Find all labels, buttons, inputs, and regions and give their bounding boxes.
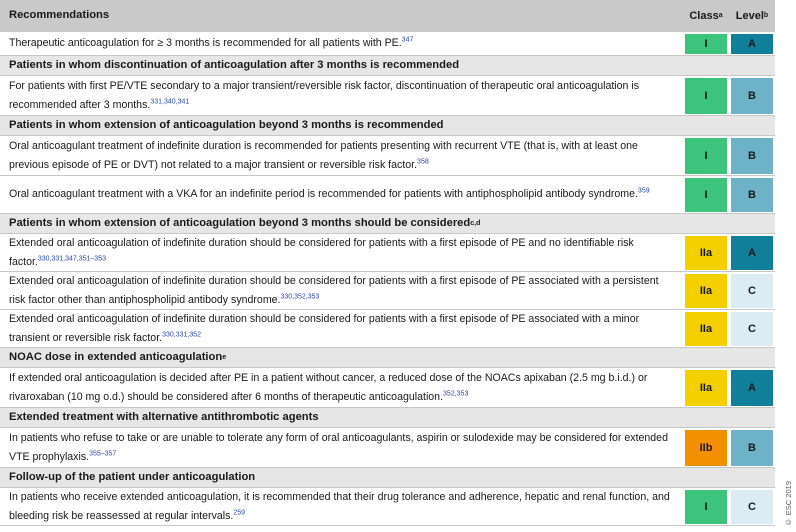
level-badge: B	[731, 430, 773, 466]
reference-link[interactable]: 355–357	[89, 449, 117, 457]
recommendation-text: Extended oral anticoagulation of indefinite duration should be considered for patients with a first episode of PE associated with a minor transient or reversible risk factor.$^{330,331,352}$	[0, 310, 683, 347]
recommendation-text: For patients with first PE/VTE secondary to a major transient/reversible risk factor, discontinuation of therapeutic oral anticoagulation is recommended after 3 months.$^{331,340,341}$	[0, 76, 683, 115]
reference-link[interactable]: 347	[401, 36, 414, 44]
header-title: Recommendations	[9, 9, 110, 21]
class-badge: I	[685, 490, 727, 524]
section-header	[0, 468, 775, 488]
table-header	[0, 0, 775, 32]
recommendation-row	[0, 136, 775, 176]
recommendation-text: Therapeutic anticoagulation for ≥ 3 months is recommended for all patients with PE.$^{347}$	[0, 32, 683, 55]
recommendation-row	[0, 310, 775, 348]
class-badge: I	[685, 178, 727, 212]
recommendation-row	[0, 234, 775, 272]
reference-link[interactable]: 359	[637, 187, 650, 195]
class-badge: I	[685, 34, 727, 54]
class-badge: IIb	[685, 430, 727, 466]
reference-link[interactable]: 330,331,347,351–353	[37, 254, 106, 262]
reference-link[interactable]: 358	[417, 157, 429, 165]
section-title: NOAC dose in extended anticoagulation e	[9, 351, 227, 363]
level-badge: B	[731, 178, 773, 212]
class-badge: IIa	[685, 236, 727, 270]
class-badge: IIa	[685, 274, 727, 308]
reference-link[interactable]: 259	[233, 508, 246, 516]
recommendation-text: Extended oral anticoagulation of indefinite duration should be considered for patients with a first episode of PE and no identifiable risk factor.$^{330,331,347,351-353}$	[0, 234, 683, 271]
level-badge: A	[731, 34, 773, 54]
level-badge: B	[731, 138, 773, 174]
level-badge: C	[731, 274, 773, 308]
recommendation-text: Extended oral anticoagulation of indefinite duration should be considered for patients with a first episode of PE associated with a persistent risk factor other than antiphospholipid antibody syndrome.$^{330,352,353}$	[0, 272, 683, 309]
recommendation-row	[0, 368, 775, 408]
recommendation-row	[0, 428, 775, 468]
copyright-watermark: © ESC 2019	[784, 480, 793, 526]
level-badge: C	[731, 490, 773, 524]
recommendation-row	[0, 272, 775, 310]
recommendation-text: Oral anticoagulant treatment of indefinite duration is recommended for patients presenting with recurrent VTE (that is, with at least one previous episode of PE or DVT) not related to a major transient or reversible risk factor.$^{358}$	[0, 136, 683, 175]
class-badge: IIa	[685, 312, 727, 346]
reference-link[interactable]: 330,331,352	[162, 330, 202, 338]
level-badge: C	[731, 312, 773, 346]
section-title: Patients in whom extension of anticoagulation beyond 3 months should be considered c,d	[9, 217, 481, 229]
section-header	[0, 56, 775, 76]
recommendation-row	[0, 176, 775, 214]
section-header	[0, 214, 775, 234]
section-title: Extended treatment with alternative antithrombotic agents	[9, 411, 319, 423]
class-badge: I	[685, 138, 727, 174]
header-class: Class a	[689, 9, 723, 22]
section-header	[0, 348, 775, 368]
reference-link[interactable]: 330,352,353	[280, 292, 320, 300]
reference-link[interactable]: 331,340,341	[150, 97, 190, 105]
section-title: Follow-up of the patient under anticoagulation	[9, 471, 256, 483]
recommendation-text: If extended oral anticoagulation is decided after PE in a patient without cancer, a reduced dose of the NOACs apixaban (2.5 mg b.i.d.) or rivaroxaban (10 mg o.d.) should be considered after 6 months of therapeutic anticoagulation.$^{352,353}$	[0, 368, 683, 407]
section-title: Patients in whom discontinuation of anticoagulation after 3 months is recommended	[9, 59, 460, 71]
recommendation-text: In patients who receive extended anticoagulation, it is recommended that their drug tolerance and adherence, hepatic and renal function, and bleeding risk be reassessed at regular intervals.$^{259}$	[0, 488, 683, 525]
recommendation-row	[0, 76, 775, 116]
level-badge: A	[731, 370, 773, 406]
recommendation-text: Oral anticoagulant treatment with a VKA for an indefinite period is recommended for patients with antiphospholipid antibody syndrome.$^{359}$	[0, 176, 683, 213]
level-badge: A	[731, 236, 773, 270]
class-badge: I	[685, 78, 727, 114]
section-header	[0, 408, 775, 428]
header-level: Level b	[735, 9, 769, 22]
section-header	[0, 116, 775, 136]
class-badge: IIa	[685, 370, 727, 406]
recommendation-text: In patients who refuse to take or are unable to tolerate any form of oral anticoagulants, aspirin or sulodexide may be considered for extended VTE prophylaxis.$^{355-357}$	[0, 428, 683, 467]
section-title: Patients in whom extension of anticoagulation beyond 3 months is recommended	[9, 119, 444, 131]
reference-link[interactable]: 352,353	[443, 389, 469, 397]
recommendation-row	[0, 32, 775, 56]
level-badge: B	[731, 78, 773, 114]
recommendation-row	[0, 488, 775, 526]
